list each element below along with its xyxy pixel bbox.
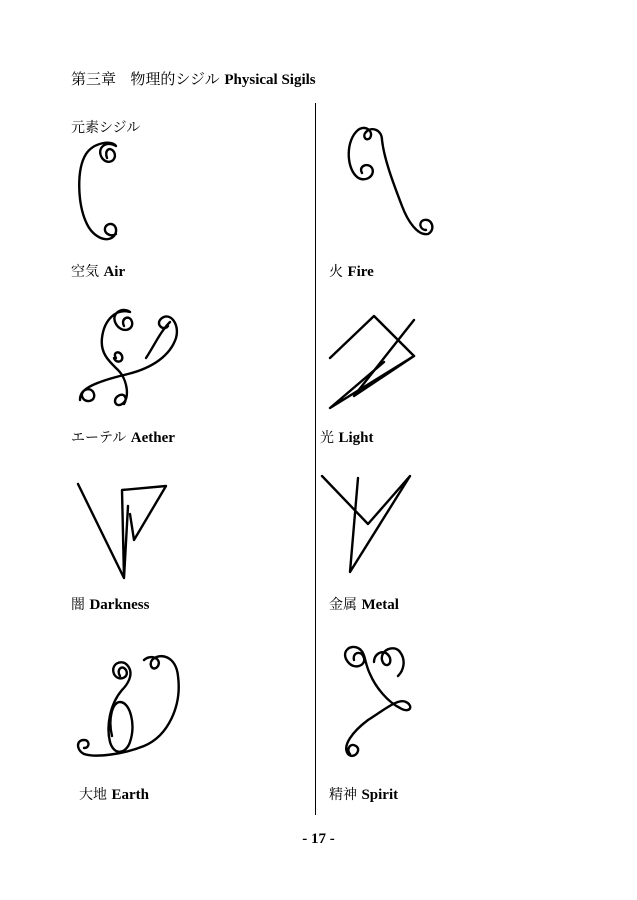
sigil-name-en: Metal — [361, 597, 399, 613]
sigil-name-jp: 金属 — [329, 597, 357, 613]
sigil-caption-metal — [329, 594, 399, 614]
column-divider — [315, 103, 316, 815]
sigil-aether-glyph — [72, 304, 187, 414]
sigil-name-jp: 火 — [329, 264, 343, 280]
sigil-caption-aether — [71, 427, 175, 447]
chapter-title-en: Physical Sigils — [224, 72, 316, 88]
sigil-name-en: Earth — [111, 787, 149, 803]
sigil-name-en: Aether — [130, 430, 175, 446]
sigil-caption-fire — [329, 261, 374, 281]
sigil-name-en: Fire — [347, 264, 374, 280]
chapter-heading — [71, 68, 316, 89]
section-title: 元素シジル — [71, 120, 141, 136]
sigil-fire-glyph — [330, 118, 440, 243]
sigil-caption-spirit — [329, 784, 398, 804]
sigil-name-en: Spirit — [361, 787, 399, 803]
chapter-label: 第三章 — [71, 70, 117, 88]
sigil-caption-air — [71, 261, 125, 281]
sigil-light-glyph — [322, 310, 422, 415]
sigil-caption-light — [320, 427, 373, 447]
sigil-name-jp: 光 — [320, 430, 334, 446]
sigil-earth-glyph — [72, 650, 187, 765]
sigil-name-en: Light — [338, 430, 374, 446]
sigil-caption-darkness — [71, 594, 149, 614]
sigil-metal-glyph — [318, 472, 418, 582]
sigil-name-jp: エーテル — [71, 430, 127, 446]
sigil-name-en: Air — [103, 264, 126, 280]
sigil-name-jp: 精神 — [329, 787, 357, 803]
sigil-name-en: Darkness — [89, 597, 150, 613]
sigil-air-glyph — [72, 138, 132, 248]
chapter-title-jp: 物理的シジル — [130, 70, 220, 88]
sigil-name-jp: 闇 — [71, 597, 85, 613]
sigil-caption-earth — [79, 784, 149, 804]
sigil-darkness-glyph — [72, 478, 172, 588]
page-number: - 17 - — [302, 831, 335, 847]
sigil-name-jp: 大地 — [79, 787, 107, 803]
sigil-name-jp: 空気 — [71, 264, 99, 280]
sigil-spirit-glyph — [330, 640, 420, 765]
